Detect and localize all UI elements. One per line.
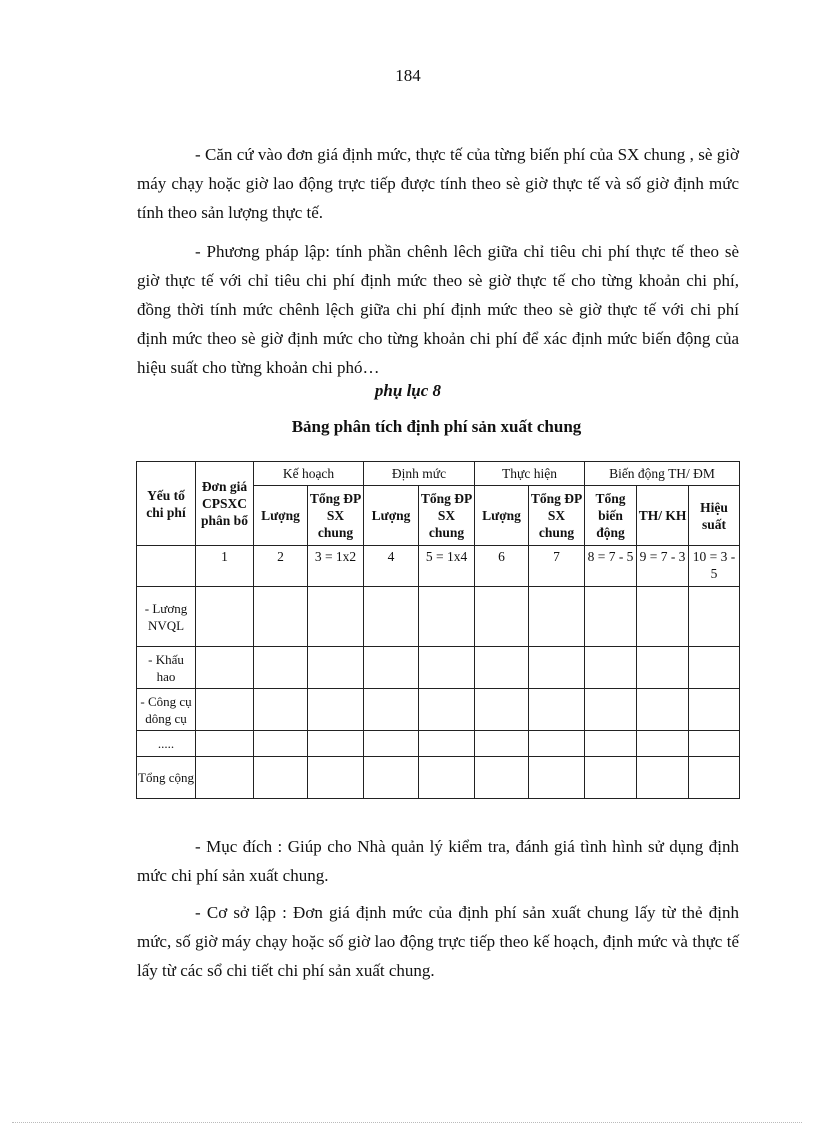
header-unit-price: Đơn giá CPSXC phân bổ bbox=[196, 462, 254, 546]
table-row bbox=[137, 689, 740, 731]
row-label-total: Tổng cộng bbox=[137, 757, 196, 799]
row-label-tools: - Công cụ dông cụ bbox=[137, 689, 196, 731]
header-actual: Thực hiện bbox=[475, 462, 585, 486]
table-title: Bảng phân tích định phí sản xuất chung bbox=[291, 417, 582, 436]
index-cell: 4 bbox=[364, 546, 419, 587]
row-label-ellipsis: ..... bbox=[137, 731, 196, 757]
index-cell: 3 = 1x2 bbox=[308, 546, 364, 587]
index-cell: 5 = 1x4 bbox=[419, 546, 475, 587]
header-actual-quantity: Lượng bbox=[475, 486, 529, 546]
index-cell: 1 bbox=[196, 546, 254, 587]
header-row-groups bbox=[137, 462, 740, 486]
fixed-overhead-analysis-table bbox=[136, 461, 740, 799]
table-row bbox=[137, 647, 740, 689]
header-factor: Yếu tố chi phí bbox=[137, 462, 196, 546]
header-norm-quantity: Lượng bbox=[364, 486, 419, 546]
header-efficiency: Hiệu suất bbox=[689, 486, 740, 546]
index-cell: 8 = 7 - 5 bbox=[585, 546, 637, 587]
paragraph-basis: - Căn cứ vào đơn giá định mức, thực tế của từng biến phí của SX chung , sè giờ máy chạy hoặc giờ lao động trực tiếp được tính theo sè giờ thực tế và số giờ định mức tính theo sản lượng thực tế. bbox=[137, 145, 739, 222]
header-norm: Định mức bbox=[364, 462, 475, 486]
header-plan-total: Tổng ĐP SX chung bbox=[308, 486, 364, 546]
index-cell: 2 bbox=[254, 546, 308, 587]
appendix-label: phụ lục 8 bbox=[374, 381, 442, 400]
index-cell: 7 bbox=[529, 546, 585, 587]
index-cell: 10 = 3 - 5 bbox=[689, 546, 740, 587]
header-norm-total: Tổng ĐP SX chung bbox=[419, 486, 475, 546]
table-row bbox=[137, 587, 740, 647]
page-number: 184 bbox=[395, 66, 421, 85]
header-plan: Kế hoạch bbox=[254, 462, 364, 486]
index-row bbox=[137, 546, 740, 587]
paragraph-purpose: - Mục đích : Giúp cho Nhà quản lý kiểm tra, đánh giá tình hình sử dụng định mức chi phí sản xuất chung. bbox=[137, 837, 739, 885]
header-plan-quantity: Lượng bbox=[254, 486, 308, 546]
header-actual-total: Tổng ĐP SX chung bbox=[529, 486, 585, 546]
row-label-depreciation: - Khấu hao bbox=[137, 647, 196, 689]
table-row bbox=[137, 731, 740, 757]
header-total-variance: Tổng biến động bbox=[585, 486, 637, 546]
table-row-total bbox=[137, 757, 740, 799]
paragraph-source: - Cơ sở lập : Đơn giá định mức của định phí sản xuất chung lấy từ thẻ định mức, số giờ máy chạy hoặc số giờ lao động trực tiếp theo kế hoạch, định mức và thực tế lấy từ các sổ chi tiết chi phí sản xuất chung. bbox=[137, 903, 739, 980]
index-cell: 9 = 7 - 3 bbox=[637, 546, 689, 587]
index-cell: 6 bbox=[475, 546, 529, 587]
header-th-kh: TH/ KH bbox=[637, 486, 689, 546]
paragraph-method: - Phương pháp lập: tính phần chênh lêch giữa chỉ tiêu chi phí thực tế theo sè giờ thực tế với chỉ tiêu chi phí định mức theo sè giờ thực tế cho từng khoản chi phí, đồng thời tính mức chênh lệch giữa chi phí định mức theo sè giờ thực tế với chi phí định mức theo sè giờ định mức cho từng khoản chi phí để xác định mức biến động của hiệu suất cho từng khoản chi phó… bbox=[137, 242, 739, 377]
header-variance: Biến động TH/ ĐM bbox=[585, 462, 740, 486]
index-cell-empty bbox=[137, 546, 196, 587]
row-label-salary: - Lương NVQL bbox=[137, 587, 196, 647]
